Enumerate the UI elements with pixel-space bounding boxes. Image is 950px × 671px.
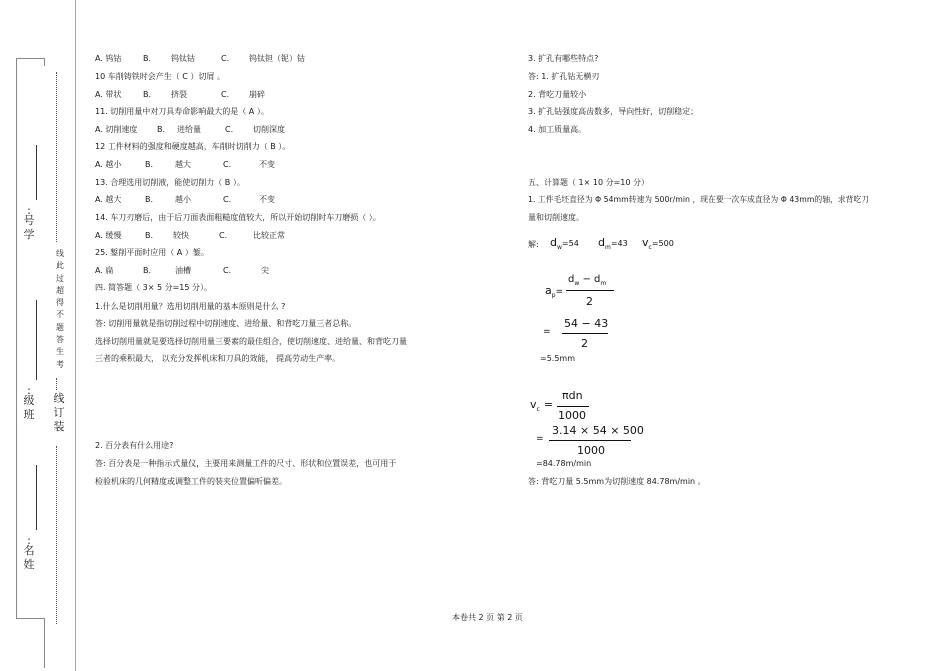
student-id-line	[36, 145, 37, 200]
student-id-colon: :	[27, 204, 31, 217]
s5-q1-line-2: 量和切削速度。	[528, 213, 584, 222]
ap-numerator: $d_w - d_m$	[568, 274, 607, 287]
s4-q3-answer-3: 3. 扩孔钻强度高齿数多，导向性好，切削稳定；	[528, 107, 699, 116]
eq2-denominator: 2	[581, 337, 588, 350]
class-colon: :	[27, 384, 31, 397]
q25-options: A. 扁 B. 油槽 C. 尖	[95, 266, 269, 275]
name-colon: :	[27, 534, 31, 547]
eq5-fraction-bar	[549, 440, 631, 441]
eq2-sign: =	[543, 327, 551, 337]
s4-q1: 1.什么是切削用量？选用切削用量的基本原则是什么 ?	[95, 302, 286, 311]
s4-q3: 3. 扩孔有哪些特点?	[528, 54, 599, 63]
s4-q2-answer-1: 答: 百分表是一种指示式量仪，主要用来测量工件的尺寸、形状和位置误差，也可用于	[95, 459, 397, 468]
name-line	[36, 465, 37, 530]
vc-fraction-bar	[557, 406, 589, 407]
q12-options: A. 越小 B. 越大 C. 不变	[95, 160, 275, 169]
s4-q1-answer-2: 选择切削用量就是要选择切削用量三要素的最佳组合，使切削速度、进给量、和背吃刀量	[95, 337, 407, 346]
s4-q3-answer-2: 2. 背吃刀量较小	[528, 90, 587, 99]
s4-q3-answer-1: 答: 1. 扩孔钻无横刃	[528, 72, 600, 81]
section-4-title: 四. 简答题（ 3× 5 分=15 分）。	[95, 283, 213, 292]
s5-q1-line-1: 1. 工件毛坯直径为 Φ 54mm转速为 500r/min ，现在要一次车成直径为 Φ 43mm的轴，求背吃刀	[528, 195, 870, 204]
strip-right-border	[44, 58, 45, 66]
solution-label: 解:	[528, 240, 539, 249]
margin-line	[75, 0, 76, 671]
eq5-sign: =	[536, 434, 544, 444]
warning-text: 线此过超得不题答生考	[56, 249, 64, 369]
q9-options: A. 钨钴 B. 钨钛钴 C. 钨钛钽（铌）钴	[95, 54, 305, 63]
q11-options: A. 切削速度 B. 进给量 C. 切削深度	[95, 125, 285, 134]
given-dw: $d_w=54$	[550, 236, 579, 252]
given-vc: $v_c=500$	[642, 236, 674, 252]
ap-lhs: $a_p=$	[545, 284, 564, 300]
given-dm: $d_m=43$	[598, 236, 628, 252]
section-5-title: 五、计算题（ 1× 10 分=10 分）	[528, 178, 650, 187]
q10-options: A. 带状 B. 挤裂 C. 崩碎	[95, 90, 265, 99]
strip-left-border	[16, 58, 17, 618]
cut-line-lower	[56, 446, 57, 624]
s4-q2-answer-2: 检验机床的几何精度或调整工件的装夹位置偏听偏差。	[95, 477, 287, 486]
q12-text: 12 工件材料的强度和硬度越高，车削时切削力（ B ）。	[95, 142, 291, 151]
s4-q2: 2. 百分表有什么用途?	[95, 441, 174, 450]
final-answer: 答: 背吃刀量 5.5mm为切削速度 84.78m/min 。	[528, 477, 706, 486]
eq2-fraction-bar	[562, 333, 608, 334]
strip-bottom-border	[16, 618, 44, 619]
vc-numerator: πdn	[562, 389, 583, 402]
ap-fraction-bar	[566, 290, 614, 291]
s4-q1-answer-1: 答: 切削用量就是指切削过程中切削速度、进给量、和背吃刀量三者总称。	[95, 319, 357, 328]
name-label: 名姓	[23, 544, 35, 571]
page-footer: 本卷共 2 页 第 2 页	[452, 613, 523, 622]
ap-denominator: 2	[586, 295, 593, 308]
vc-denominator: 1000	[558, 409, 586, 422]
cut-line-upper	[56, 72, 57, 242]
student-id-label: 号学	[23, 214, 35, 241]
q25-text: 25. 錾削平面时应用（ A ）錾。	[95, 248, 209, 257]
q14-options: A. 缓慢 B. 较快 C. 比较正常	[95, 231, 285, 240]
strip-top-border	[16, 58, 44, 59]
class-line	[36, 300, 37, 380]
vc-result: =84.78m/min	[536, 459, 592, 468]
q13-text: 13. 合理选用切削液，能使切削力（ B ）。	[95, 178, 245, 187]
eq5-denominator: 1000	[577, 444, 605, 457]
q11-text: 11. 切削用量中对刀具寿命影响最大的是（ A ）。	[95, 107, 269, 116]
s4-q1-answer-3: 三者的乘积最大， 以充分发挥机床和刀具的效能， 提高劳动生产率。	[95, 354, 341, 363]
q13-options: A. 越大 B. 越小 C. 不变	[95, 195, 275, 204]
q14-text: 14. 车刀刃磨后，由于后刀面表面粗糙度值较大，所以开始切削时车刀磨损（ ）。	[95, 213, 381, 222]
strip-right-border-bottom	[44, 618, 45, 668]
cut-line-middle	[56, 378, 57, 390]
ap-result: =5.5mm	[540, 354, 576, 363]
s4-q3-answer-4: 4. 加工质量高。	[528, 125, 587, 134]
cut-line-label: 线订装	[53, 392, 65, 433]
vc-lhs: $v_c$ =	[530, 398, 554, 414]
q10-text: 10 车削铸铁时会产生（ C ）切屑 。	[95, 72, 225, 81]
class-label: 级班	[23, 394, 35, 421]
eq2-numerator: 54 − 43	[564, 317, 609, 330]
eq5-numerator: 3.14 × 54 × 500	[552, 424, 644, 437]
